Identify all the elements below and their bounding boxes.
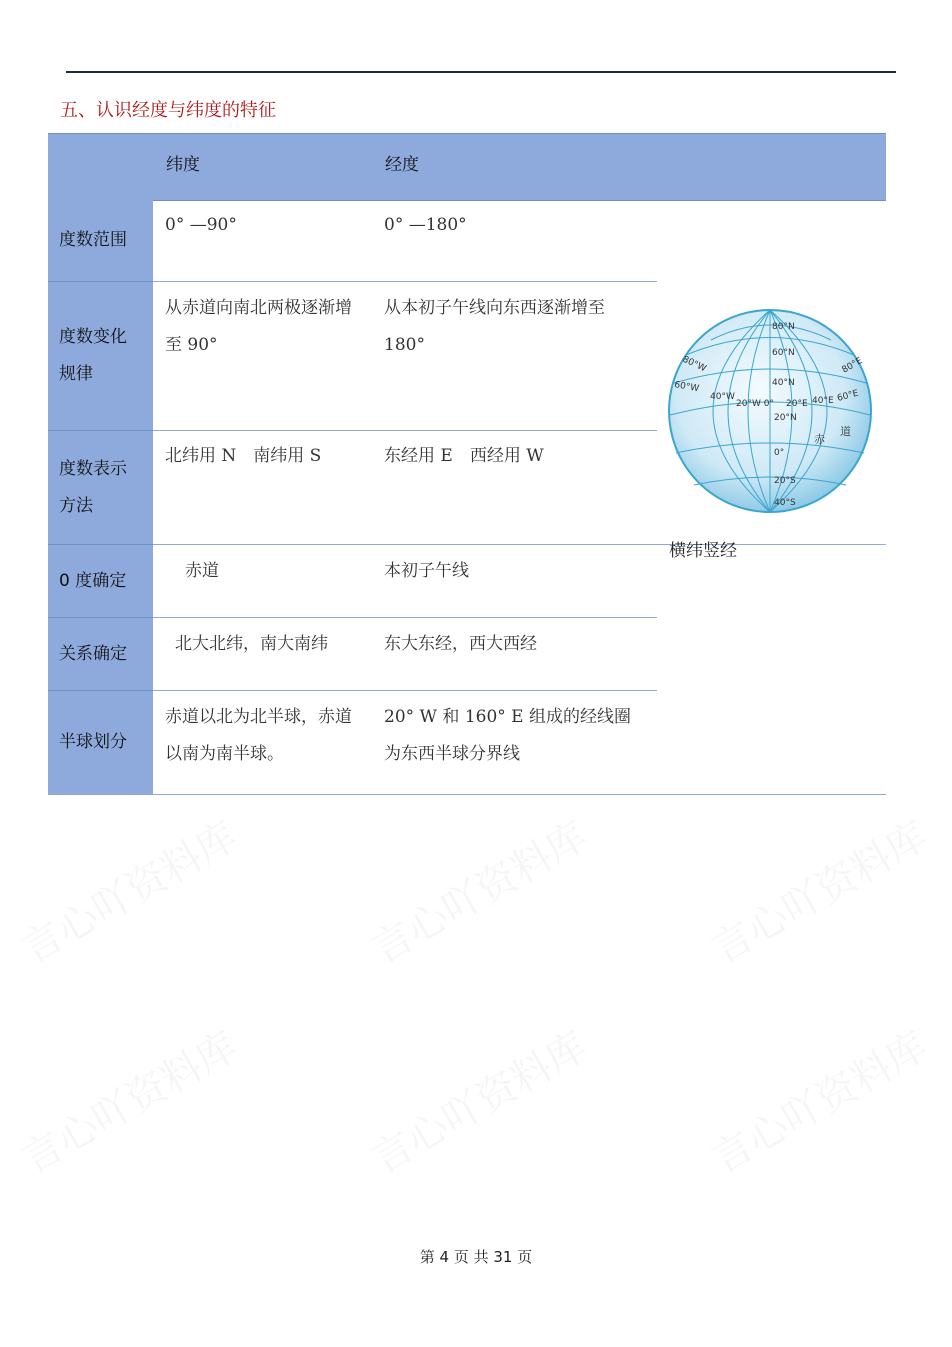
watermark <box>704 1023 935 1184</box>
svg-text:道: 道 <box>840 425 851 438</box>
lat-cell: 0° —90° <box>165 215 237 235</box>
row-divider <box>153 281 657 282</box>
svg-text:40°S: 40°S <box>774 498 796 508</box>
page-footer: 第 4 页 共 31 页 <box>419 1248 533 1266</box>
svg-text:60°N: 60°N <box>772 348 795 358</box>
watermark <box>364 813 595 974</box>
svg-text:40°E: 40°E <box>812 396 834 406</box>
svg-text:60°E: 60°E <box>836 388 860 404</box>
lon-cell: 0° —180° <box>384 215 467 235</box>
svg-text:80°N: 80°N <box>772 322 795 332</box>
lat-cell: 从赤道向南北两极逐渐增至 90° <box>165 298 352 355</box>
lon-cell: 本初子午线 <box>384 561 469 581</box>
svg-text:20°N: 20°N <box>774 413 797 423</box>
lon-cell: 从本初子午线向东西逐渐增至 180° <box>384 298 605 355</box>
lon-cell: 东大东经，西大西经 <box>384 634 537 654</box>
table-header <box>48 133 886 201</box>
row-divider <box>153 617 657 618</box>
globe-illustration <box>666 305 876 517</box>
header-longitude: 经度 <box>385 155 419 175</box>
row-divider <box>153 430 657 431</box>
section-title: 五、认识经度与纬度的特征 <box>60 100 276 121</box>
lon-cell: 20° W 和 160° E 组成的经线圈为东西半球分界线 <box>384 707 631 764</box>
svg-text:20°S: 20°S <box>774 476 796 486</box>
header-rule <box>66 71 896 73</box>
row-label: 度数变化规律 <box>48 282 153 431</box>
lon-cell: 东经用 E 西经用 W <box>384 446 544 466</box>
svg-text:0°: 0° <box>774 448 785 458</box>
svg-text:20°W 0°: 20°W 0° <box>736 399 774 409</box>
header-latitude: 纬度 <box>166 155 200 175</box>
row-label: 关系确定 <box>48 618 153 691</box>
svg-text:40°W: 40°W <box>710 392 735 402</box>
lat-cell: 赤道以北为北半球，赤道以南为南半球。 <box>165 707 352 764</box>
watermark <box>704 813 935 974</box>
lat-cell: 赤道 <box>185 561 219 581</box>
lat-cell: 北纬用 N 南纬用 S <box>165 446 322 466</box>
row-label: 0 度确定 <box>48 545 153 618</box>
svg-text:20°E: 20°E <box>786 399 808 409</box>
lat-cell: 北大北纬，南大南纬 <box>175 634 328 654</box>
row-label: 度数表示方法 <box>48 431 153 545</box>
row-divider <box>153 690 657 691</box>
svg-text:赤: 赤 <box>814 433 825 446</box>
globe-caption: 横纬竖经 <box>669 541 737 561</box>
svg-text:80°E: 80°E <box>840 356 865 376</box>
svg-text:40°N: 40°N <box>772 378 795 388</box>
row-label: 半球划分 <box>48 691 153 794</box>
watermark <box>364 1023 595 1184</box>
watermark <box>14 1023 245 1184</box>
svg-text:80°W: 80°W <box>680 354 708 375</box>
svg-text:60°W: 60°W <box>673 380 700 395</box>
row-label: 度数范围 <box>48 199 153 282</box>
watermark <box>14 813 245 974</box>
table-bottom-rule <box>48 794 886 795</box>
row-divider <box>153 544 886 545</box>
